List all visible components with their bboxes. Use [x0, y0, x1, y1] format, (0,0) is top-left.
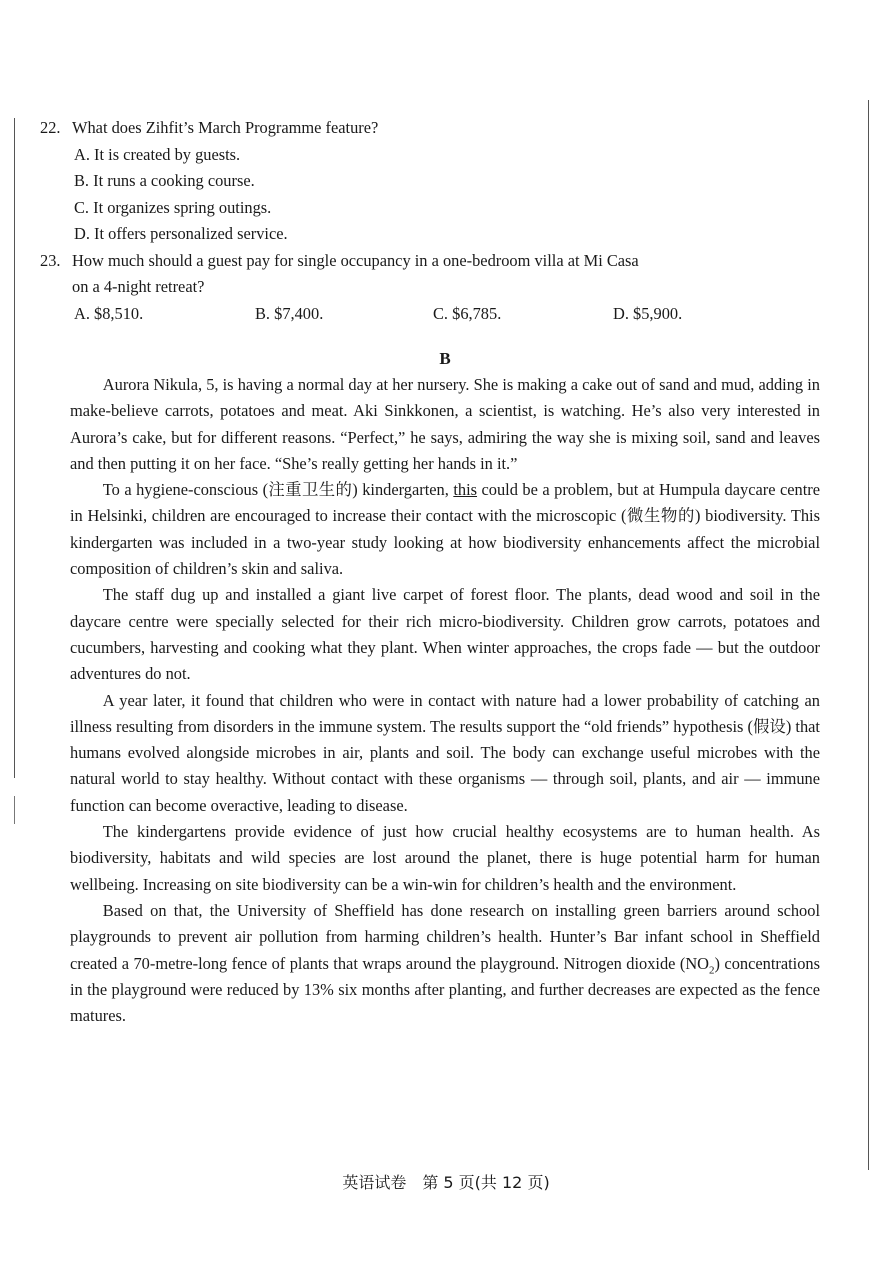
question-text-continued: on a 4-night retreat? — [72, 277, 205, 296]
passage-paragraph-5: The kindergartens provide evidence of just how crucial healthy ecosystems are to human health. As biodiversity, habitats and wild species are lost around the planet, there is huge potential harm for human wellbeing. Increasing on site biodiversity can be a win-win for children’s health and the environment. — [70, 822, 820, 894]
option-d: D. It offers personalized service. — [74, 224, 288, 243]
page-content — [40, 115, 821, 1029]
option-b: B. $7,400. — [255, 303, 324, 323]
passage-paragraph-1: Aurora Nikula, 5, is having a normal day at her nursery. She is making a cake out of sand and mud, adding in make-believe carrots, potatoes and meat. Aki Sinkkonen, a scientist, is watching. He’s also very interested in Aurora’s cake, but for different reasons. “Perfect,” he says, admiring the way she is mixing soil, sand and leaves and then putting it on her face. “She’s really getting her hands in it.” — [70, 375, 820, 473]
left-margin-mark — [14, 796, 15, 824]
passage-paragraph-2 — [70, 477, 820, 582]
option-a: A. It is created by guests. — [74, 144, 241, 164]
section-title: B — [439, 349, 451, 368]
option-d: D. $5,900. — [613, 303, 683, 323]
options-row — [70, 301, 820, 328]
question-23 — [40, 248, 820, 328]
passage-paragraph-3: The staff dug up and installed a giant live carpet of forest floor. The plants, dead wood and soil in the daycare centre were specially selected for their rich micro-biodiversity. Children grow carrots, potatoes and cucumbers, harvesting and cooking what they plant. When winter approaches, the crops fade — but the outdoor adventures do not. — [70, 585, 820, 684]
paragraph-text: Based on that, the University of Sheffield has done research on installing green barriers around school playgrounds to prevent air pollution from harming children’s health. Hunter’s Bar infant school in Sheffield created a 70-metre-long fence of plants that wraps around the playground. Nitrogen dioxide (NO — [70, 900, 820, 973]
option-c: C. $6,785. — [433, 303, 502, 323]
option-a: A. $8,510. — [74, 303, 144, 323]
underlined-word: this — [453, 480, 478, 500]
option-c: C. It organizes spring outings. — [74, 197, 272, 217]
passage-paragraph-6 — [70, 898, 820, 1029]
question-23-stem — [40, 248, 820, 275]
paragraph-text: To a hygiene-conscious (注重卫生的) kindergarten, — [102, 480, 454, 500]
question-number: 23. — [40, 250, 61, 270]
question-22-stem — [40, 115, 820, 142]
question-22 — [40, 115, 820, 248]
paragraph-text: could be a problem, but at Humpula daycare centre in Helsinki, children are encouraged to increase their contact with the microscopic (微生物的) biodiversity. This kindergarten was included in a two-year study looking at how biodiversity enhancements affect the microbial composition of children’s skin and saliva. — [70, 480, 821, 579]
left-margin-rule — [14, 118, 15, 778]
question-text: What does Zihfit’s March Programme feature? — [72, 118, 379, 137]
question-number: 22. — [40, 118, 61, 137]
question-text: How much should a guest pay for single occupancy in a one-bedroom villa at Mi Casa — [72, 250, 639, 270]
option-b: B. It runs a cooking course. — [74, 171, 255, 190]
paragraph-text: ) concentrations in the playground were reduced by 13% six months after planting, and further decreases are expected as the fence matures. — [70, 953, 820, 1026]
passage-paragraph-4: A year later, it found that children who were in contact with nature had a lower probability of catching an illness resulting from disorders in the immune system. The results support the “old friends” hypothesis (假设) that humans evolved alongside microbes in air, plants and soil. The body can exchange useful microbes with the natural world to stay healthy. Without contact with these organisms — through soil, plants, and air — immune function can become overactive, leading to disease. — [70, 690, 820, 815]
right-margin-rule — [868, 100, 869, 1170]
subscript: 2 — [709, 963, 715, 976]
page-footer: 英语试卷 第 5 页(共 12 页) — [342, 1173, 550, 1192]
